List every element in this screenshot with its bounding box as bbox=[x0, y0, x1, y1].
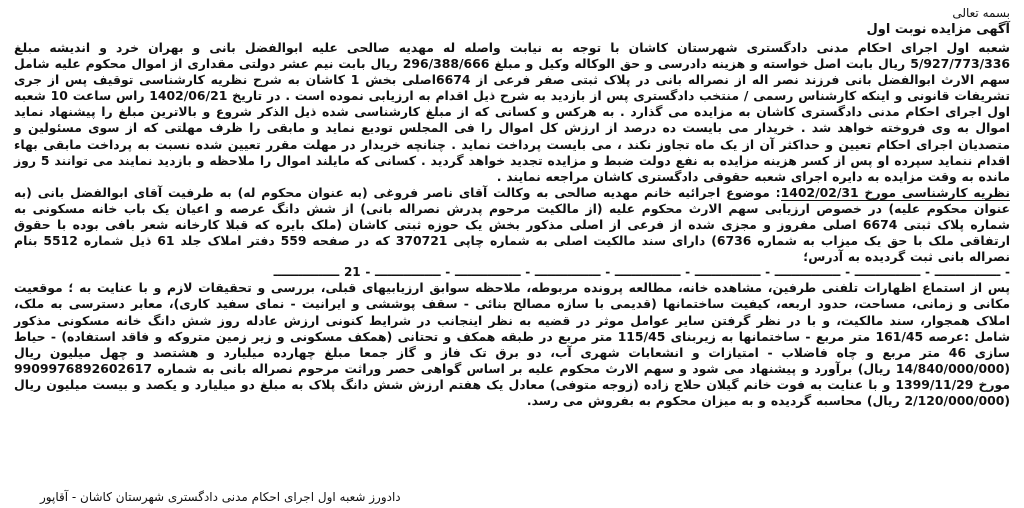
expert-opinion-paragraph bbox=[14, 185, 1010, 265]
expert-opinion-label: نظریه کارشناسی مورخ 1402/02/31 bbox=[780, 184, 1011, 200]
signature-line: دادورز شعبه اول اجرای احکام مدنی دادگستری شهرستان کاشان - آقاپور bbox=[40, 490, 401, 504]
notice-title: آگهی مزایده نوبت اول bbox=[866, 22, 1010, 37]
auction-paragraph: شعبه اول اجرای احکام مدنی دادگستری شهرستان کاشان با توجه به نیابت واصله له مهدیه صالحی علیه ابوالفضل بانی و بهران خرد و اندیشه مبلغ 5/927/773/336 ریال بابت اصل خواسته و هزینه دادرسی و حق الوکاله وکیل و مبلغ 296/388/666 ریال بابت نیم عشر دولتی مقداری از اموال محکوم علیه شامل سهم الارث ابوالفضل بانی فرزند نصر اله از نصراله بانی در پلاک ثبتی صفر فرعی از 6674اصلی بخش 1 کاشان به شرح نظریه کارشناسی توقیف پس از جری تشریفات قانونی و اینکه کارشناس رسمی / منتخب دادگستری پس از بازدید به شرح ذیل اقدام به ارزیابی نموده است . در تاریخ 1402/06/21 راس ساعت 10 شعبه اول اجرای احکام مدنی دادگستری کاشان به مزایده می گذارد . به هرکس و کسانی که از مبلغ کارشناسی شده ذیل الذکر شروع و بالاترین مبلغ را پیشنهاد نماید اموال به وی فروخته خواهد شد . خریدار می بایست ده درصد از ارزش کل اموال را فی المجلس تودیع نماید و مابقی را ظرف مهلتی که از سوی مسئولین و متصدیان اجرای احکام تعیین و حداکثر آن از یک ماه تجاوز نکند ، می بایست پرداخت نماید . چنانچه خریدار در مهلت مقرر تعیین شده نسبت به پرداخت مابقی بهاء اقدام ننماید سپرده او پس از کسر هزینه مزایده به نفع دولت ضبط و مزایده تجدید خواهد گردید . کسانی که مایلند اموال را ملاحظه و بازدید نمایند می توانند 5 روز مانده به وقت مزایده به دایره اجرای شعبه حقوقی دادگستری کاشان مراجعه نمایند . bbox=[14, 40, 1010, 184]
address-dash-row: - ــــــــــــــــ - ــــــــــــــــ - ــــــــــــــــ - ــــــــــــــــ - ــــــــــــــــ - ــــــــــــــــ - ــــــــــــــــ - ــــــــــــــــ - 21 ــــــــــــــــ bbox=[273, 265, 1010, 280]
basmala: بسمه تعالی bbox=[952, 6, 1010, 20]
notice-body bbox=[14, 40, 1010, 409]
valuation-paragraph: پس از استماع اظهارات تلفنی طرفین، مشاهده خانه، مطالعه پرونده مربوطه، ملاحظه سوابق ارزیابیهای قبلی، بررسی و تحقیقات لازم و با عنایت به ؛ موقعیت مکانی و زمانی، مساحت، حدود اربعه، کیفیت ساختمانها (قدیمی با سازه مصالح بنائی - سقف پوششی و ایرانیت - نمای سفید کاری)، معابر دسترسی به ملک، املاک همجوار، سند مالکیت، و با در نظر گرفتن سایر عوامل موثر در قضیه به نظر اینجانب در شرایط کنونی ارزش عادله روز شش دانگ خانه مسکونی مذکور شامل :عرصه 161/45 متر مربع - ساختمانها به زیربنای 115/45 متر مربع در طبقه همکف و تحتانی (همکف مسکونی و زیر زمین متروکه و فاقد استفاده) - حیاط سازی 46 متر مربع و چاه فاضلاب - امتیازات و انشعابات شهری آب، دو برق تک فاز و گاز جمعا مبلغ چهارده میلیارد و هشتصد و چهل میلیون ریال (14/840/000/000 ریال) برآورد و پیشنهاد می شود و سهم الارث محکوم علیه بر اساس گواهی حصر وراثت مرحوم نصراله بانی به شماره 9909976892602617 مورخ 1399/11/29 و با عنایت به فوت خانم گیلان حلاج زاده (زوجه متوفی) معادل یک هفتم ارزش شش دانگ پلاک به مبلغ دو میلیارد و یکصد و بیست میلیون ریال (2/120/000/000 ریال) محاسبه گردیده و به میزان محکوم به بفروش می رسد. bbox=[14, 280, 1011, 408]
expert-opinion-text: : موضوع اجرائیه خانم مهدیه صالحی به وکالت آقای ناصر فروغی (به عنوان محکوم له) به طرفیت آقای ابوالفضل بانی (به عنوان محکوم علیه) در خصوص ارزیابی سهم الارث محکوم علیه (از مالکیت مرحوم پدرش نصراله بانی) از شش دانگ عرصه و اعیان یک باب خانه مسکونی به شماره پلاک ثبتی 6674 اصلی مفروز و مجزی شده از فرعی از اصلی مذکور بخش یک حوزه ثبتی کاشان (ملک بایره که قبلا کارخانه شعر بافی بوده با حقوق ارتفاقی ملک با حق یک میزاب به شماره 6736) دارای سند مالکیت اصلی به شماره چاپی 370721 که در صفحه 559 دفتر املاک جلد 61 ذیل شماره 5512 بنام نصراله بانی ثبت گردیده به آدرس؛ bbox=[14, 184, 1011, 265]
